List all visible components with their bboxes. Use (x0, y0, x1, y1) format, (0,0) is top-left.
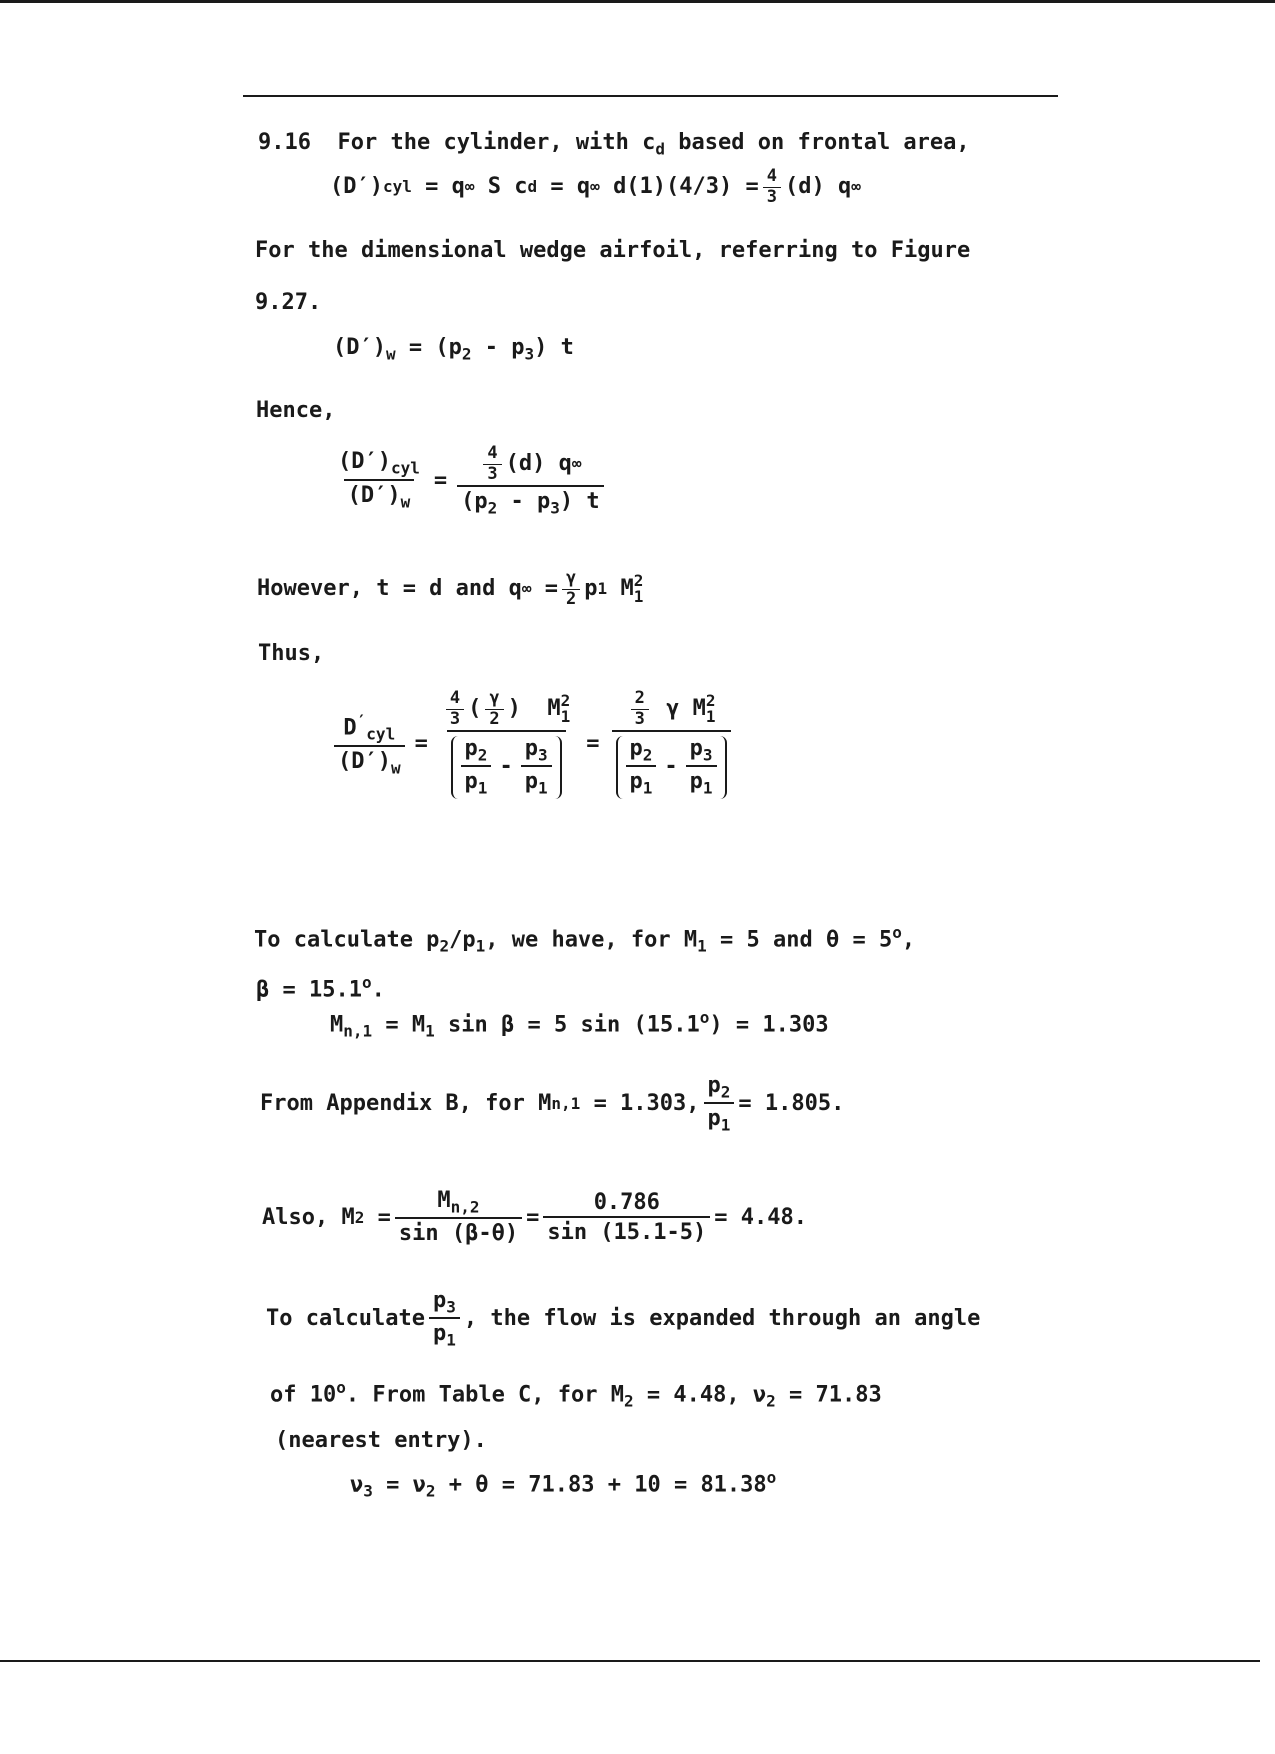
bottom-rule (0, 1660, 1260, 1662)
calc-p3-p1-line: To calculate $\frac{p_3}{p_1}$ , the flow is expanded through an angle (266, 1288, 981, 1350)
eq4-middle: $\frac{4}{3}$ ( $\frac{\gamma}{2}$ ) M 2 1 $\frac{p_2}{p_1}$ - $\frac{p_3}{p_1}$ (438, 690, 574, 799)
hence-label: Hence, (256, 398, 336, 423)
wedge-text-line2: 9.27. (255, 290, 322, 315)
however-line: However, t = d and q ∞ = $\frac{\gamma}{2}$ p 1 M 2 1 (257, 568, 644, 609)
top-rule (243, 95, 1058, 97)
drag-ratio-lhs: $\frac{(D')_{cyl}}{(D')_w}$ (338, 449, 420, 512)
fraction-0786: $\frac{0.786}{\sin (15.1-5)}$ (543, 1192, 710, 1244)
fraction-p2-p1: $\frac{p_2}{p_1}$ (704, 1075, 735, 1134)
thus-label: Thus, (258, 641, 325, 666)
equation-normal-mach: $M_{n,1} = M_1$ sin β = 5 $\sin (15.1^o) = 1.303$ (330, 1008, 829, 1041)
equation-drag-wedge: $(D')_w = (p_2 - p_3)$ t (333, 335, 574, 364)
equation-prandtl-meyer: $\nu_3 = \nu_2 + \theta = 71.83 + 10 = 81.38^o$ (350, 1468, 777, 1501)
wedge-text-line1: For the dimensional wedge airfoil, referring to Figure (255, 238, 971, 263)
calc-p2-p1-line: To calculate $p_2/p_1$, we have, for $M_1 = 5$ and $\theta = 5^o$, (254, 923, 916, 956)
nearest-entry: (nearest entry). (275, 1428, 487, 1453)
eq4-lhs: $\frac{D'_{cyl}}{(D')_w}$ (334, 713, 405, 776)
eq4-right: $\frac{2}{3}$ γ M 2 1 $\frac{p_2}{p_1}$ - $\frac{p_3}{p_1}$ (612, 690, 731, 799)
beta-line: $\beta = 15.1^o$. (256, 973, 385, 1003)
also-line: Also, M 2 = $\frac{M_{n,2}}{\sin (\beta-\theta)}$ = $\frac{0.786}{\sin (15.1-5)}$ = 4.48. (262, 1188, 807, 1247)
fraction-p3-p1: $\frac{p_3}{p_1}$ (429, 1290, 460, 1349)
fraction-four-thirds: $\frac{4}{3}$ (763, 168, 781, 206)
problem-number: 9.16 (258, 130, 311, 155)
table-c-line: of 10$^o$. From Table C, for $M_2 = 4.48$, $\nu_2 = 71.83$ (270, 1378, 882, 1411)
fraction-mn2: $\frac{M_{n,2}}{\sin (\beta-\theta)}$ (395, 1190, 522, 1245)
drag-ratio-rhs: $\frac{4}{3}$ (d) q ∞ $(p_2 - p_3)$ t (457, 445, 604, 516)
equation-drag-cylinder: (D′) cyl = q ∞ S c d = q ∞ d(1)(4/3) = $\frac{4}{3}$ (d) q ∞ (330, 166, 861, 207)
page-top-edge (0, 0, 1275, 3)
problem-intro: 9.16 For the cylinder, with $c_d$ based on frontal area, (258, 130, 970, 159)
equation-drag-ratio: $\frac{(D')_{cyl}}{(D')_w}$ = $\frac{4}{3}$ (d) q ∞ $(p_2 - p_3)$ t (330, 445, 608, 516)
equation-drag-ratio-mach: $\frac{D'_{cyl}}{(D')_w}$ = $\frac{4}{3}$ ( $\frac{\gamma}{2}$ ) M 2 1 $\frac{p_2}{p_1}$ - $\frac{p_3}{p_1}$ = $\frac{2}{3}$ γ M 2 1 $\frac{p_2}{p_1}$ - $\frac{p_3}{p_1}$ (330, 690, 735, 799)
appendix-line: From Appendix B, for M n,1 = 1.303, $\frac{p_2}{p_1}$ = 1.805. (260, 1073, 845, 1135)
fraction-gamma-half: $\frac{\gamma}{2}$ (562, 570, 580, 608)
